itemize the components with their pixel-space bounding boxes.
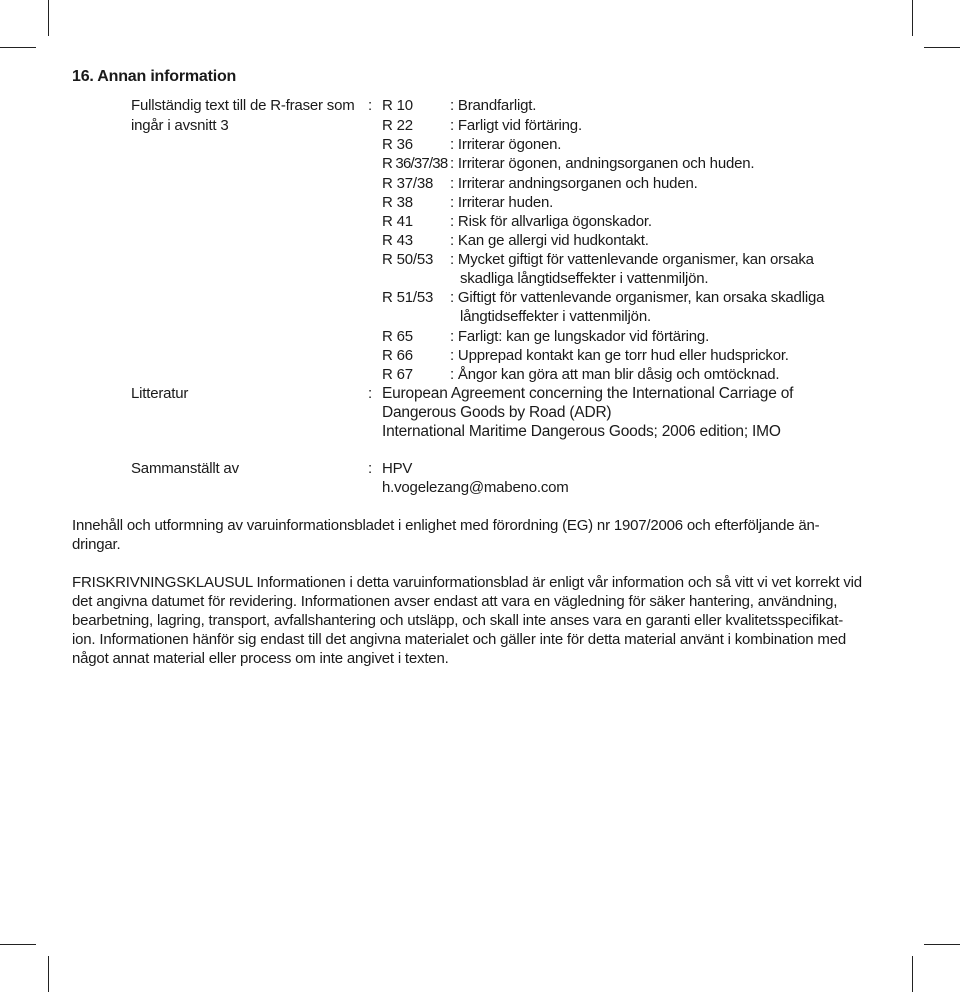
r-phrase-code: R 22 [382,117,413,134]
r-phrase-code: R 38 [382,194,413,211]
compiled-by-value [382,459,862,497]
r-phrase-text-line: : Farligt vid förtäring. [450,117,582,134]
r-phrase-text-line: : Irriterar ögonen. [450,136,562,153]
r-phrase-text [450,231,850,250]
literature-line: European Agreement concerning the International Carriage of [382,385,794,402]
r-phrases-label-line1: Fullständig text till de R-fraser som [131,97,355,114]
crop-mark-bottom-right-horizontal [924,944,960,945]
r-phrase-text-line: : Mycket giftigt för vattenlevande organismer, kan orsaka [450,251,814,268]
r-phrase-text [450,116,850,135]
r-phrase-text-line: : Risk för allvarliga ögonskador. [450,213,652,230]
compiled-by-colon: : [368,460,372,477]
r-phrase-text-line: skadliga långtidseffekter i vattenmiljön. [460,270,709,287]
r-phrase-code: R 43 [382,232,413,249]
compiled-by-label: Sammanställt av [131,460,239,477]
r-phrase-code: R 50/53 [382,251,434,268]
r-phrases-label-line2: ingår i avsnitt 3 [131,117,229,134]
r-phrase-text [450,250,850,288]
crop-mark-top-left-horizontal [0,47,36,48]
r-phrase-text [450,135,850,154]
paragraph-line: dringar. [72,536,121,553]
r-phrase-code: R 36 [382,136,413,153]
paragraph-line: bearbetning, lagring, transport, avfallshantering och utsläpp, och skall inte anses vara en garanti eller kvalitetsspecifikat- [72,612,844,629]
crop-mark-bottom-left-horizontal [0,944,36,945]
r-phrase-text-line: : Upprepad kontakt kan ge torr hud eller hudsprickor. [450,347,789,364]
r-phrase-code: R 67 [382,366,413,383]
r-phrase-text-line: : Giftigt för vattenlevande organismer, kan orsaka skadliga [450,289,825,306]
disclaimer-paragraph [72,573,892,668]
section-heading: 16. Annan information [72,68,237,85]
r-phrase-code: R 41 [382,213,413,230]
r-phrases-colon: : [368,97,372,114]
r-phrase-code: R 66 [382,347,413,364]
crop-mark-bottom-right-vertical [912,956,913,992]
r-phrase-text [450,174,850,193]
paragraph-line: FRISKRIVNINGSKLAUSUL Informationen i detta varuinformationsblad är enligt vår information och så vitt vi vet korrekt vid [72,574,862,591]
literature-value [382,384,862,441]
paragraph-line: ion. Informationen hänför sig endast till det angivna materialet och gäller inte för detta material använt i kombination med [72,631,846,648]
r-phrase-text-line: : Brandfarligt. [450,97,537,114]
literature-line: Dangerous Goods by Road (ADR) [382,404,612,421]
crop-mark-top-right-horizontal [924,47,960,48]
r-phrase-text-line: långtidseffekter i vattenmiljön. [460,308,651,325]
crop-mark-bottom-left-vertical [48,956,49,992]
paragraph-line: något annat material eller process om inte angivet i texten. [72,650,449,667]
r-phrase-code: R 65 [382,328,413,345]
literature-line: International Maritime Dangerous Goods; 2006 edition; IMO [382,423,781,440]
r-phrase-text-line: : Irriterar ögonen, andningsorganen och huden. [450,155,755,172]
r-phrase-code: R 36/37/38 [382,155,448,172]
r-phrase-text [450,346,850,365]
r-phrase-text [450,212,850,231]
compiled-by-name: HPV [382,460,413,477]
r-phrase-text-line: : Farligt: kan ge lungskador vid förtäring. [450,328,710,345]
literature-label: Litteratur [131,385,189,402]
r-phrase-code: R 37/38 [382,175,434,192]
r-phrase-code: R 51/53 [382,289,434,306]
paragraph-line: det angivna datumet för revidering. Informationen avser endast att vara en vägledning för säker hantering, användning, [72,593,838,610]
r-phrase-text [450,154,850,173]
literature-colon: : [368,385,372,402]
paragraph-line: Innehåll och utformning av varuinformationsbladet i enlighet med förordning (EG) nr 1907/2006 och efterföljande än- [72,517,820,534]
r-phrase-text-line: : Irriterar huden. [450,194,554,211]
compiled-by-email: h.vogelezang@mabeno.com [382,479,569,496]
r-phrase-code: R 10 [382,97,413,114]
r-phrase-text [450,327,850,346]
r-phrase-text [450,193,850,212]
content-note-paragraph [72,516,892,554]
r-phrase-text [450,288,850,326]
r-phrase-text-line: : Kan ge allergi vid hudkontakt. [450,232,649,249]
r-phrase-text-line: : Ångor kan göra att man blir dåsig och omtöcknad. [450,366,780,383]
r-phrase-text [450,365,850,384]
r-phrase-text [450,96,850,115]
r-phrase-text-line: : Irriterar andningsorganen och huden. [450,175,698,192]
crop-mark-top-left-vertical [48,0,49,36]
crop-mark-top-right-vertical [912,0,913,36]
